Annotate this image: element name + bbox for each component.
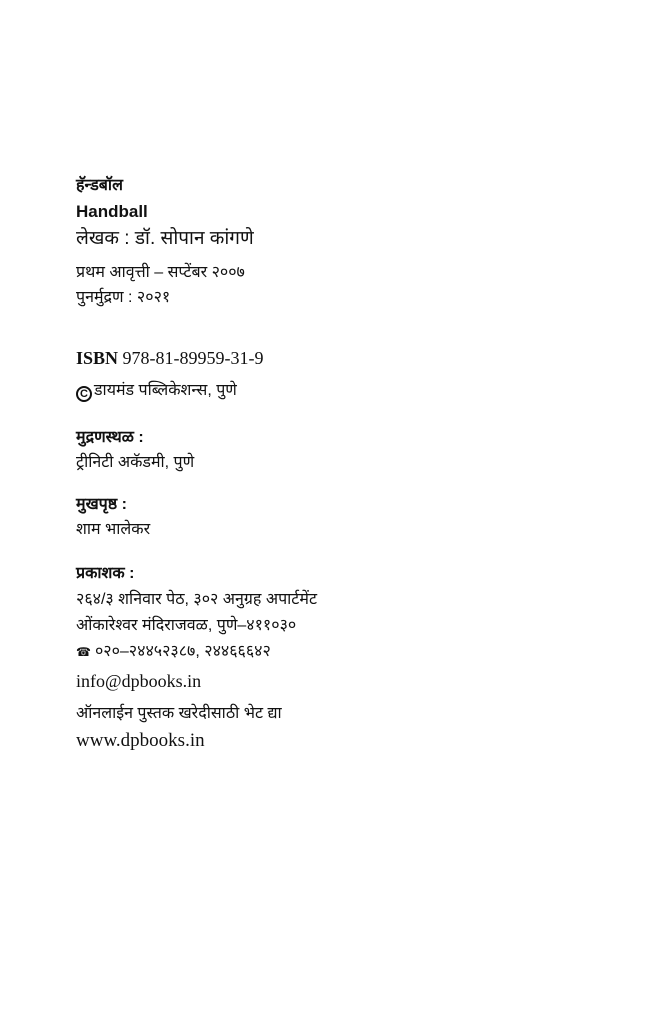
publisher-email[interactable]: info@dpbooks.in [76, 671, 202, 691]
reprint: पुनर्मुद्रण : २०२१ [76, 289, 171, 306]
isbn-value: 978-81-89959-31-9 [122, 348, 264, 368]
phone-icon: ☎ [76, 645, 91, 659]
title-english: Handball [76, 202, 148, 221]
cover-heading: मुखपृष्ठ : [76, 496, 127, 513]
publisher-address-line1: २६४/३ शनिवार पेठ, ३०२ अनुग्रह अपार्टमेंट [76, 591, 318, 608]
printer-value: ट्रीनिटी अकॅडमी, पुणे [76, 454, 195, 471]
online-purchase-text: ऑनलाईन पुस्तक खरेदीसाठी भेट द्या [76, 705, 282, 722]
printer-heading: मुद्रणस्थळ : [76, 429, 144, 446]
copyright-icon: C [76, 386, 92, 402]
cover-value: शाम भालेकर [76, 521, 151, 538]
isbn-label: ISBN [76, 348, 119, 368]
first-edition: प्रथम आवृत्ती – सप्टेंबर २००७ [76, 264, 245, 281]
copyright-text: डायमंड पब्लिकेशन्स, पुणे [94, 382, 237, 399]
publisher-address-line2: ओंकारेश्वर मंदिराजवळ, पुणे–४११०३० [76, 617, 297, 634]
publisher-phone [76, 644, 271, 660]
isbn [76, 349, 264, 367]
author-line: लेखक : डॉ. सोपान कांगणे [76, 228, 254, 249]
copyright [76, 383, 237, 402]
title-marathi: हॅन्डबॉल [76, 177, 123, 194]
publisher-website[interactable]: www.dpbooks.in [76, 730, 205, 751]
phone-number: ०२०–२४४५२३८७, २४४६६६४२ [94, 643, 271, 660]
publisher-heading: प्रकाशक : [76, 565, 135, 582]
